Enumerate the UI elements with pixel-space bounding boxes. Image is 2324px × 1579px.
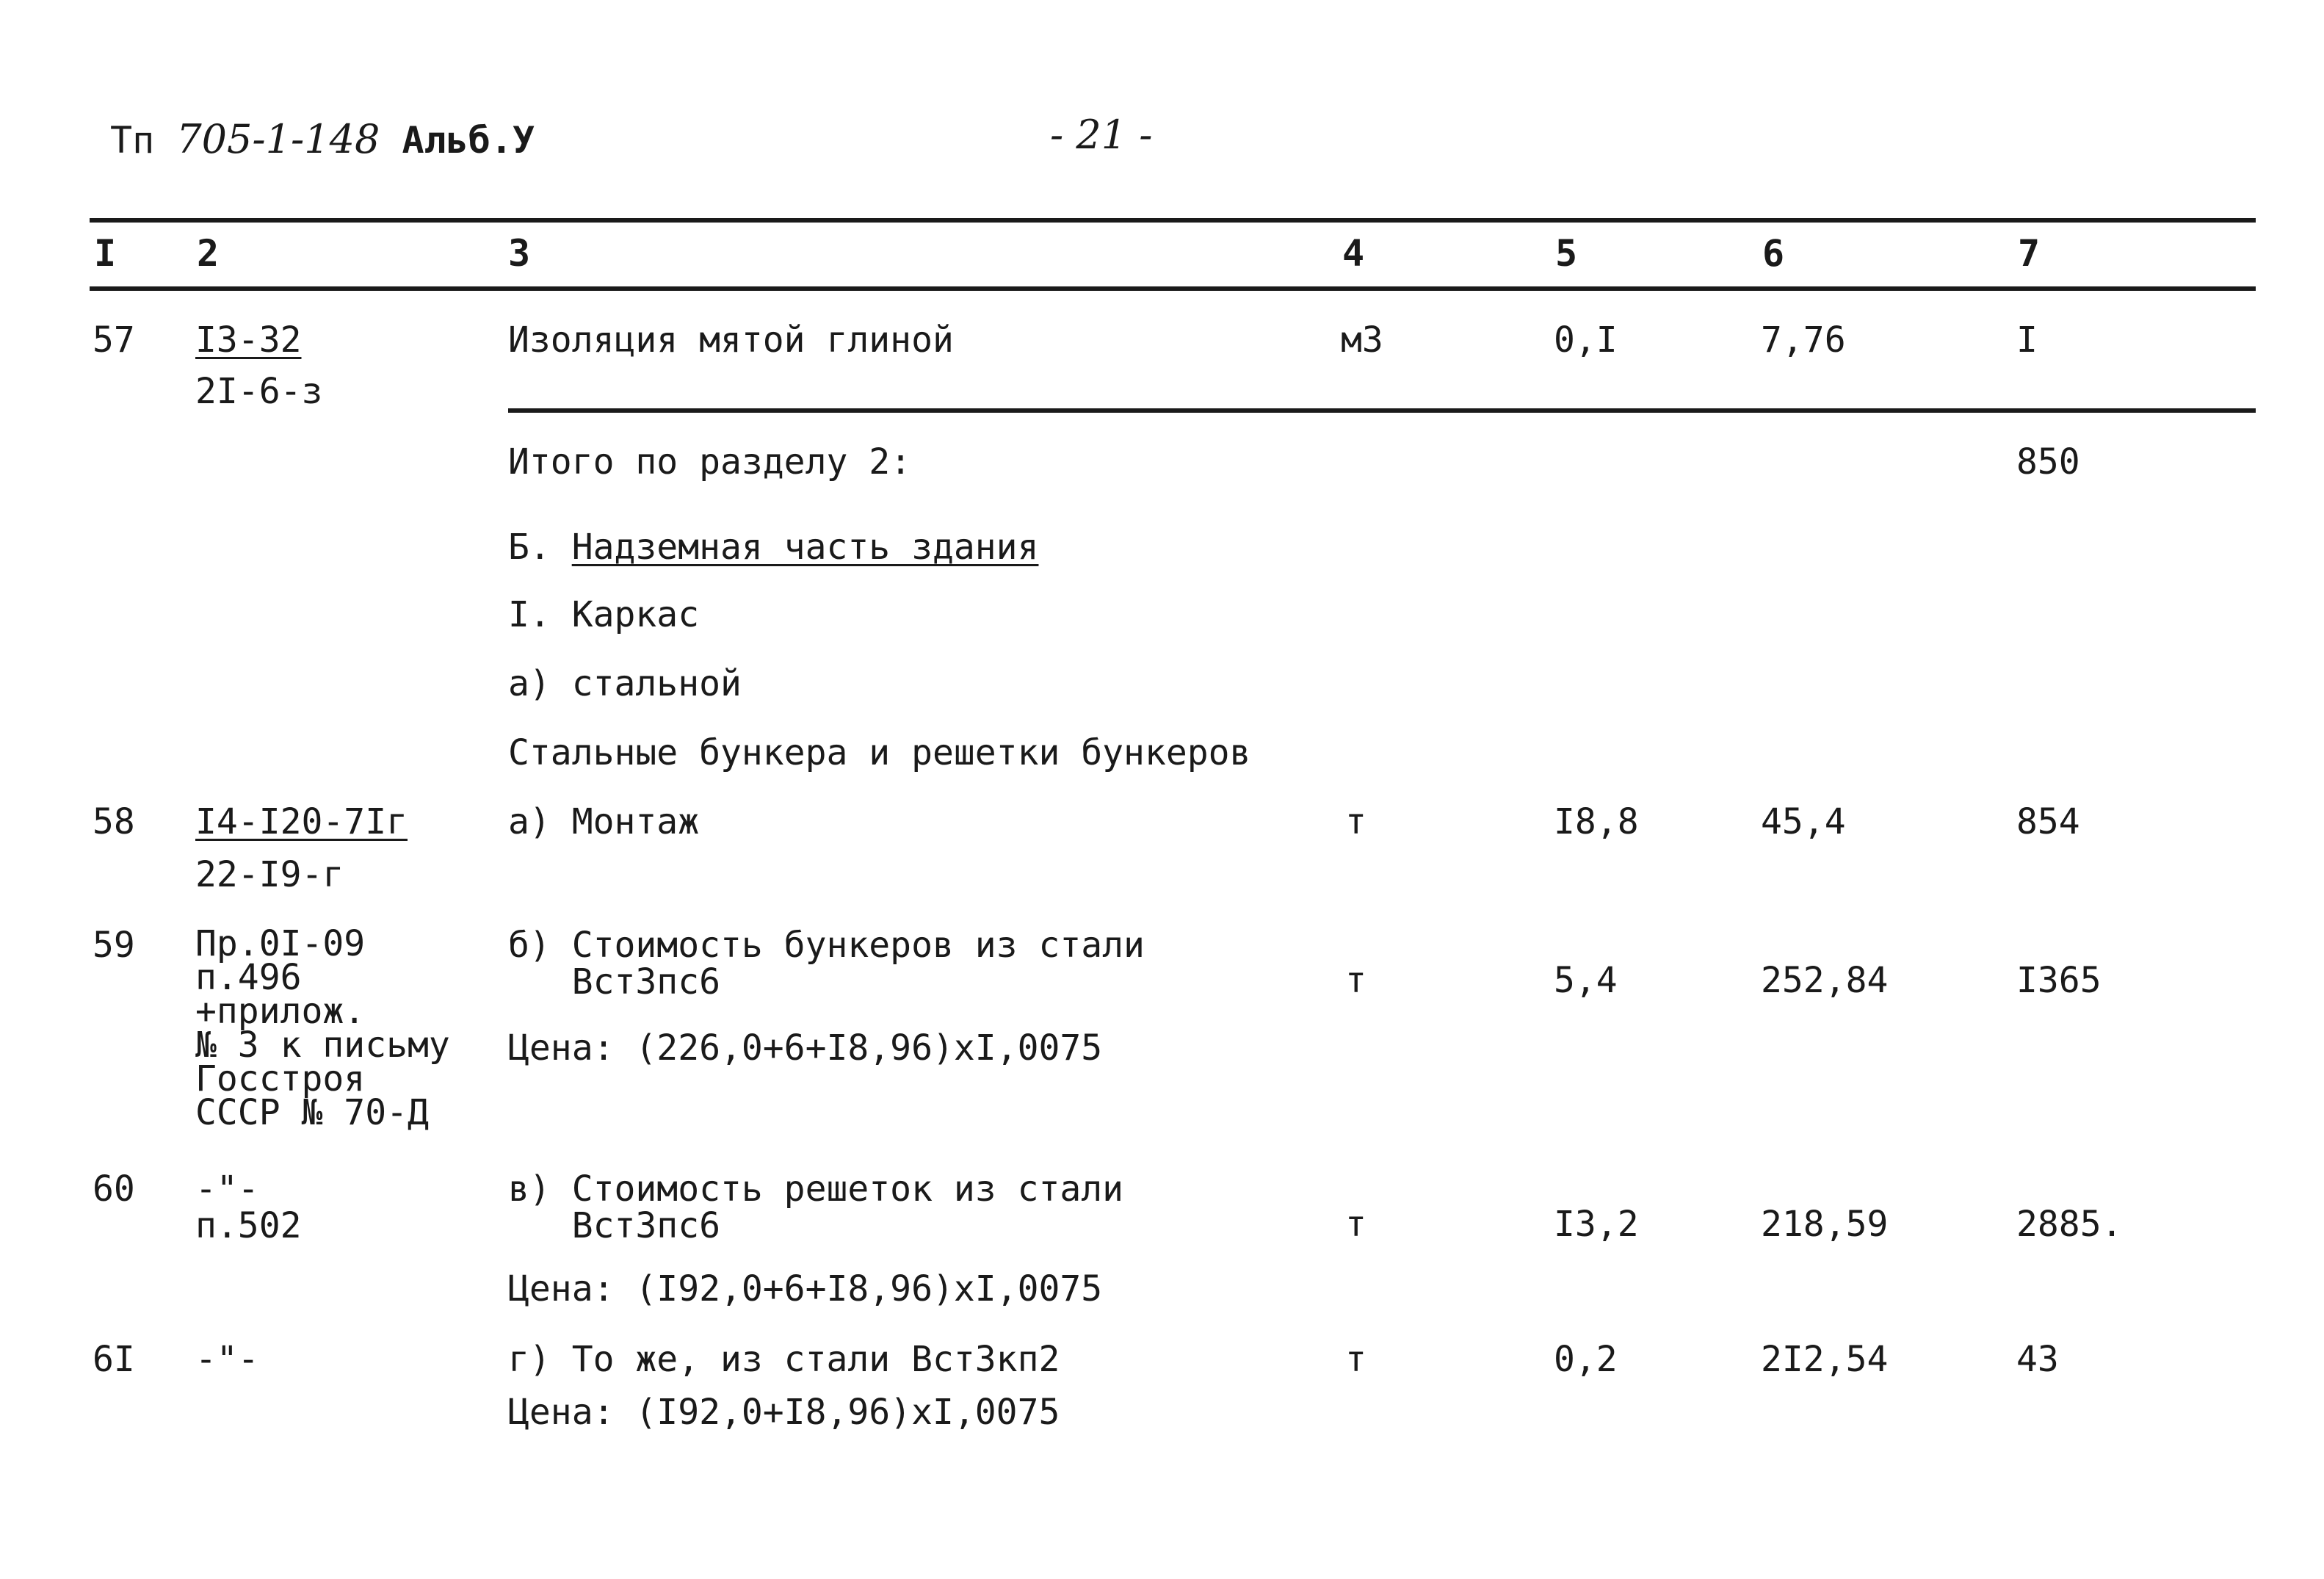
col-header-1: I [94, 232, 117, 275]
price-formula: Цена: (I92,0+6+I8,96)хI,0075 [508, 1268, 1103, 1309]
unit-price: 7,76 [1761, 319, 1846, 361]
quantity: 0,I [1554, 319, 1618, 361]
row-number: 58 [93, 801, 135, 842]
doc-code [110, 116, 535, 162]
rate-code: -"- п.502 [195, 1168, 302, 1246]
subsection-type: а) стальной [508, 663, 742, 704]
tp-prefix: Тп [110, 119, 155, 162]
section-heading [508, 529, 1038, 566]
rate-code: I4-I20-7Iг [195, 801, 408, 842]
work-name: в) Стоимость решеток из стали Вст3пс6 [508, 1168, 1124, 1246]
row-number: 6I [93, 1339, 135, 1380]
col-header-2: 2 [197, 232, 220, 275]
total-cost: 854 [2016, 801, 2080, 842]
price-formula: Цена: (226,0+6+I8,96)хI,0075 [508, 1027, 1103, 1069]
quantity: I3,2 [1554, 1204, 1639, 1245]
unit: т [1345, 960, 1366, 1001]
price-formula: Цена: (I92,0+I8,96)хI,0075 [508, 1392, 1060, 1433]
total-cost: I365 [2016, 960, 2102, 1001]
row-number: 60 [93, 1168, 135, 1210]
col-header-7: 7 [2018, 232, 2041, 275]
work-name: г) То же, из стали Вст3кп2 [508, 1339, 1060, 1380]
rate-code: I3-32 [195, 319, 302, 361]
subtotal-total: 850 [2016, 441, 2080, 483]
col-header-4: 4 [1342, 232, 1365, 275]
unit: т [1345, 1339, 1366, 1380]
subtotal-label: Итого по разделу 2: [508, 441, 912, 483]
col-header-3: 3 [508, 232, 531, 275]
subsection-heading: I. Каркас [508, 594, 700, 635]
unit-price: 218,59 [1761, 1204, 1889, 1245]
quantity: 0,2 [1554, 1339, 1618, 1380]
section-title: Надземная часть здания [571, 527, 1039, 568]
total-cost: 43 [2016, 1339, 2059, 1380]
unit: т [1345, 801, 1366, 842]
unit-price: 252,84 [1761, 960, 1889, 1001]
col-header-5: 5 [1555, 232, 1578, 275]
rate-code: -"- [195, 1339, 259, 1380]
table-top-rule [90, 218, 2256, 223]
rate-code-secondary: 2I-6-з [195, 371, 323, 412]
rate-code: Пр.0I-09 п.496 +прилож. № 3 к письму Госстроя СССР № 70-Д [195, 923, 450, 1133]
unit-price: 2I2,54 [1761, 1339, 1889, 1380]
row-number: 59 [93, 925, 135, 966]
header-bottom-rule [90, 286, 2256, 291]
tp-number: 705-1-148 [176, 116, 380, 162]
rate-code-secondary: 22-I9-г [195, 854, 344, 895]
work-name: б) Стоимость бункеров из стали Вст3пс6 [508, 925, 1145, 1002]
work-name: а) Монтаж [508, 801, 700, 842]
album-label: Альб.У [402, 119, 535, 162]
col-header-6: 6 [1762, 232, 1785, 275]
quantity: I8,8 [1554, 801, 1639, 842]
unit: м3 [1341, 319, 1383, 361]
section-prefix: Б. [508, 527, 551, 568]
work-name: Изоляция мятой глиной [508, 319, 954, 361]
unit: т [1345, 1204, 1366, 1245]
subtotal-rule [508, 408, 2256, 413]
page-number: - 21 - [1050, 112, 1153, 158]
quantity: 5,4 [1554, 960, 1618, 1001]
group-heading: Стальные бункера и решетки бункеров [508, 732, 1251, 773]
total-cost: 2885. [2016, 1204, 2123, 1245]
total-cost: I [2016, 319, 2038, 361]
unit-price: 45,4 [1761, 801, 1846, 842]
row-number: 57 [93, 319, 135, 361]
